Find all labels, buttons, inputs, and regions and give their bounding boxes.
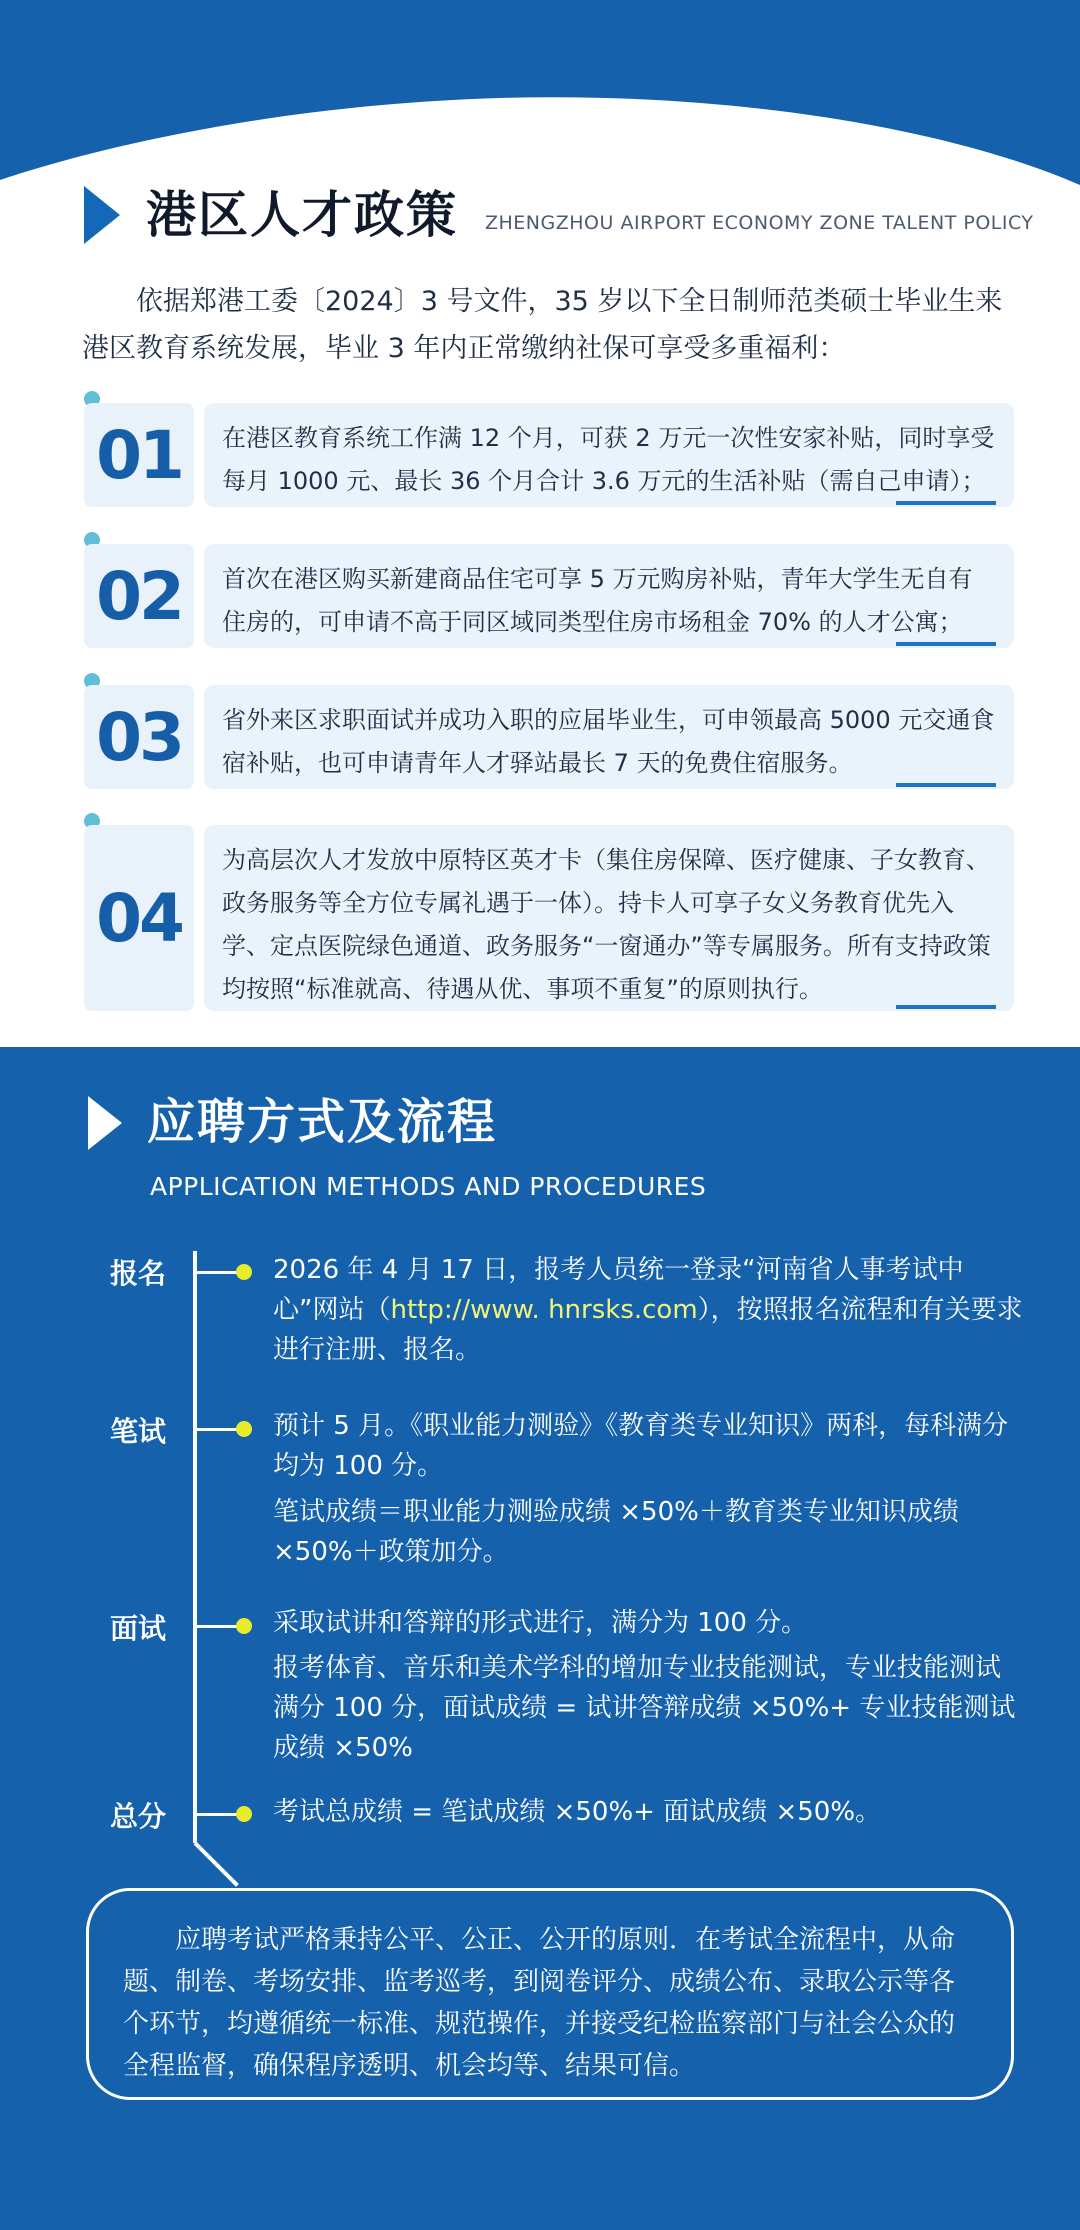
policy-underline: [896, 501, 996, 505]
registration-url-link[interactable]: http://www. hnrsks.com: [390, 1295, 698, 1325]
registration-text: 2026 年 4 月 17 日，报考人员统一登录“河南省人事考试中心”网站（: [273, 1255, 964, 1325]
registration-text-end: ），按照报名流程和有关要求进行注册、报名。: [273, 1295, 1023, 1365]
policy-number: 02: [96, 557, 182, 635]
policy-text-box: [204, 544, 1014, 648]
policy-card-03: [84, 673, 1014, 790]
policy-card-02: [84, 532, 1014, 649]
policy-number-box: [84, 403, 194, 507]
policy-underline: [896, 642, 996, 646]
policy-underline: [896, 783, 996, 787]
step-label-written-exam: 笔试: [110, 1415, 167, 1448]
policy-number-box: [84, 685, 194, 789]
step-dot: [236, 1421, 252, 1437]
step-text-interview: 采取试讲和答辩的形式进行，满分为 100 分。: [273, 1608, 808, 1638]
policy-number-box: [84, 544, 194, 648]
step-dot: [236, 1618, 252, 1634]
policy-underline: [896, 1005, 996, 1009]
step-label-interview: 面试: [110, 1612, 167, 1645]
step-text-interview-score: 报考体育、音乐和美术学科的增加专业技能测试，专业技能测试满分 100 分，面试成绩 = 试讲答辩成绩 ×50%+ 专业技能测试成绩 ×50%: [273, 1653, 1016, 1763]
step-dot: [236, 1806, 252, 1822]
closing-statement: 应聘考试严格秉持公平、公正、公开的原则．在考试全流程中，从命题、制卷、考场安排、监考巡考，到阅卷评分、成绩公布、录取公示等各个环节，均遵循统一标准、规范操作，并接受纪检监察部门与社会公众的全程监督，确保程序透明、机会均等、结果可信。: [123, 1925, 956, 2081]
play-triangle-icon: [84, 186, 120, 244]
step-text-total-score: 考试总成绩 = 笔试成绩 ×50%+ 面试成绩 ×50%。: [273, 1797, 882, 1827]
step-connector: [196, 1271, 238, 1274]
section1-heading: [84, 180, 1064, 250]
step-text-written-score: 笔试成绩＝职业能力测验成绩 ×50%＋教育类专业知识成绩 ×50%＋政策加分。: [273, 1497, 959, 1567]
step-label-total-score: 总分: [110, 1800, 167, 1833]
step-connector: [196, 1428, 238, 1431]
policy-card-04: [84, 813, 1014, 1011]
section1-subtitle: ZHENGZHOU AIRPORT ECONOMY ZONE TALENT POLICY: [485, 212, 1034, 234]
section2-title: 应聘方式及流程: [147, 1094, 498, 1150]
policy-text: 首次在港区购买新建商品住宅可享 5 万元购房补贴，青年大学生无自有住房的，可申请不高于同区域同类型住房市场租金 70% 的人才公寓；: [222, 565, 973, 636]
closing-statement-box: [86, 1888, 1014, 2100]
step-dot: [236, 1264, 252, 1280]
policy-text-box: [204, 403, 1014, 507]
section1-title: 港区人才政策: [146, 186, 458, 244]
step-connector: [196, 1625, 238, 1628]
policy-number: 01: [96, 416, 182, 494]
policy-text: 在港区教育系统工作满 12 个月，可获 2 万元一次性安家补贴，同时享受每月 1000 元、最长 36 个月合计 3.6 万元的生活补贴（需自己申请）；: [222, 424, 995, 495]
policy-text: 省外来区求职面试并成功入职的应届毕业生，可申领最高 5000 元交通食宿补贴，也可申请青年人才驿站最长 7 天的免费住宿服务。: [222, 706, 995, 777]
timeline-line: [193, 1251, 197, 1843]
policy-number-box: [84, 825, 194, 1011]
section2-subtitle: APPLICATION METHODS AND PROCEDURES: [150, 1172, 707, 1201]
step-text-written-exam: 预计 5 月。《职业能力测验》《教育类专业知识》两科，每科满分均为 100 分。: [273, 1411, 1009, 1481]
step-connector: [196, 1813, 238, 1816]
policy-text: 为高层次人才发放中原特区英才卡（集住房保障、医疗健康、子女教育、政务服务等全方位专属礼遇于一体）。持卡人可享子女义务教育优先入学、定点医院绿色通道、政务服务“一窗通办”等专属服务。所有支持政策均按照“标准就高、待遇从优、事项不重复”的原则执行。: [222, 846, 991, 1003]
step-text-registration: [273, 1250, 1023, 1370]
step-label-registration: 报名: [110, 1257, 167, 1290]
policy-card-01: [84, 391, 1014, 508]
policy-number: 04: [96, 879, 182, 957]
policy-number: 03: [96, 698, 182, 776]
top-wave-banner: [0, 0, 1080, 200]
policy-text-box: [204, 685, 1014, 789]
play-triangle-icon: [88, 1096, 122, 1150]
section1-intro: 依据郑港工委〔2024〕3 号文件，35 岁以下全日制师范类硕士毕业生来港区教育系统发展，毕业 3 年内正常缴纳社保可享受多重福利：: [82, 286, 1003, 364]
policy-text-box: [204, 825, 1014, 1011]
